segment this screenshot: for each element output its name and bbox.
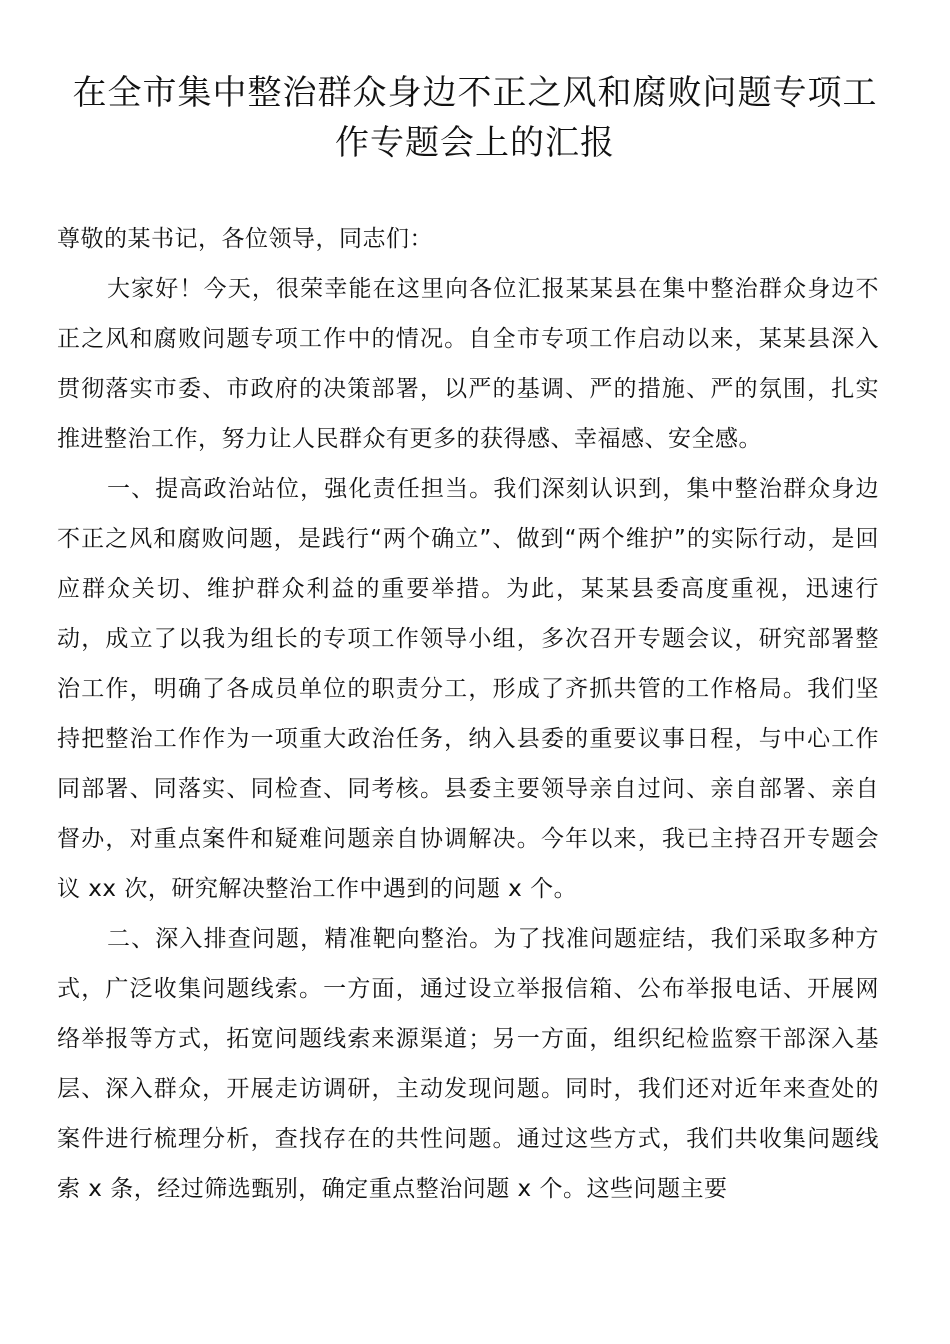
paragraph-section-1: 一、提高政治站位，强化责任担当。我们深刻认识到，集中整治群众身边不正之风和腐败问题，是践行“两个确立”、做到“两个维护”的实际行动，是回应群众关切、维护群众利益的重要举措。为此，某某县委高度重视，迅速行动，成立了以我为组长的专项工作领导小组，多次召开专题会议，研究部署整治工作，明确了各成员单位的职责分工，形成了齐抓共管的工作格局。我们坚持把整治工作作为一项重大政治任务，纳入县委的重要议事日程，与中心工作同部署、同落实、同检查、同考核。县委主要领导亲自过问、亲自部署、亲自督办，对重点案件和疑难问题亲自协调解决。今年以来，我已主持召开专题会议 xx 次，研究解决整治工作中遇到的问题 x 个。 [57,476,879,902]
paragraph-intro: 大家好！今天，很荣幸能在这里向各位汇报某某县在集中整治群众身边不正之风和腐败问题专项工作中的情况。自全市专项工作启动以来，某某县深入贯彻落实市委、市政府的决策部署，以严的基调、严的措施、严的氛围，扎实推进整治工作，努力让人民群众有更多的获得感、幸福感、安全感。 [57,276,879,452]
paragraph-section-2: 二、深入排查问题，精准靶向整治。为了找准问题症结，我们采取多种方式，广泛收集问题线索。一方面，通过设立举报信箱、公布举报电话、开展网络举报等方式，拓宽问题线索来源渠道；另一方面，组织纪检监察干部深入基层、深入群众，开展走访调研，主动发现问题。同时，我们还对近年来查处的案件进行梳理分析，查找存在的共性问题。通过这些方式，我们共收集问题线索 x 条，经过筛选甄别，确定重点整治问题 x 个。这些问题主要 [57,926,879,1202]
document-body [57,214,879,1214]
salutation: 尊敬的某书记，各位领导，同志们： [57,226,433,252]
document-title: 在全市集中整治群众身边不正之风和腐败问题专项工作专题会上的汇报 [72,73,878,163]
